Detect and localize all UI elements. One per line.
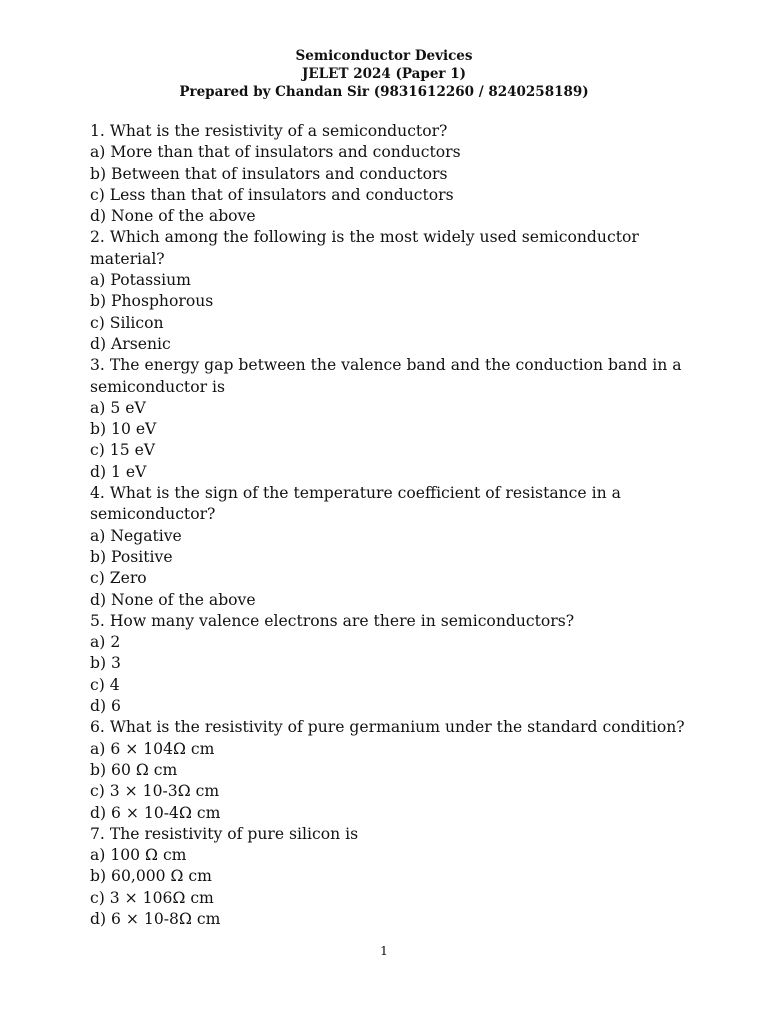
- answer-option: a) Negative: [90, 526, 182, 545]
- answer-option: c) 4: [90, 675, 120, 694]
- document-header: [0, 47, 768, 101]
- answer-option: a) 2: [90, 633, 121, 652]
- answer-option: c) 15 eV: [90, 441, 156, 460]
- answer-option: c) Zero: [90, 569, 147, 588]
- question-text: 7. The resistivity of pure silicon is: [90, 824, 359, 843]
- page-number: 1: [380, 943, 388, 958]
- question-list: [90, 121, 690, 930]
- answer-option: a) 6 × 104Ω cm: [90, 739, 215, 758]
- answer-option: c) Less than that of insulators and conductors: [90, 185, 454, 204]
- answer-option: a) 100 Ω cm: [90, 846, 187, 865]
- answer-option: d) None of the above: [90, 590, 256, 609]
- question-text: 6. What is the resistivity of pure germanium under the standard condition?: [90, 718, 685, 737]
- answer-option: b) 3: [90, 654, 121, 673]
- answer-option: c) 3 × 106Ω cm: [90, 888, 214, 907]
- answer-option: b) Between that of insulators and conductors: [90, 164, 448, 183]
- question-text-continuation: material?: [90, 249, 165, 268]
- answer-option: b) 10 eV: [90, 420, 157, 439]
- answer-option: d) 6: [90, 697, 121, 716]
- answer-option: a) 5 eV: [90, 398, 146, 417]
- question-text: 3. The energy gap between the valence band and the conduction band in a: [90, 356, 682, 375]
- answer-option: b) 60 Ω cm: [90, 760, 178, 779]
- answer-option: a) Potassium: [90, 271, 191, 290]
- question-text-continuation: semiconductor?: [90, 505, 216, 524]
- question-text-continuation: semiconductor is: [90, 377, 225, 396]
- answer-option: a) More than that of insulators and conductors: [90, 143, 461, 162]
- question-text: 2. Which among the following is the most widely used semiconductor: [90, 228, 639, 247]
- answer-option: b) Phosphorous: [90, 292, 214, 311]
- answer-option: d) 6 × 10-4Ω cm: [90, 803, 221, 822]
- answer-option: c) 3 × 10-3Ω cm: [90, 782, 220, 801]
- answer-option: c) Silicon: [90, 313, 164, 332]
- answer-option: d) None of the above: [90, 207, 256, 226]
- answer-option: d) 1 eV: [90, 462, 147, 481]
- answer-option: d) Arsenic: [90, 334, 171, 353]
- question-text: 1. What is the resistivity of a semiconductor?: [90, 122, 448, 140]
- answer-option: b) Positive: [90, 547, 173, 566]
- question-text: 5. How many valence electrons are there in semiconductors?: [90, 611, 575, 630]
- author-line: Prepared by Chandan Sir (9831612260 / 8240258189): [179, 84, 589, 100]
- exam-subtitle: JELET 2024 (Paper 1): [301, 66, 467, 82]
- answer-option: b) 60,000 Ω cm: [90, 867, 212, 886]
- answer-option: d) 6 × 10-8Ω cm: [90, 909, 221, 928]
- document-title: Semiconductor Devices: [295, 48, 473, 64]
- question-text: 4. What is the sign of the temperature coefficient of resistance in a: [90, 484, 621, 503]
